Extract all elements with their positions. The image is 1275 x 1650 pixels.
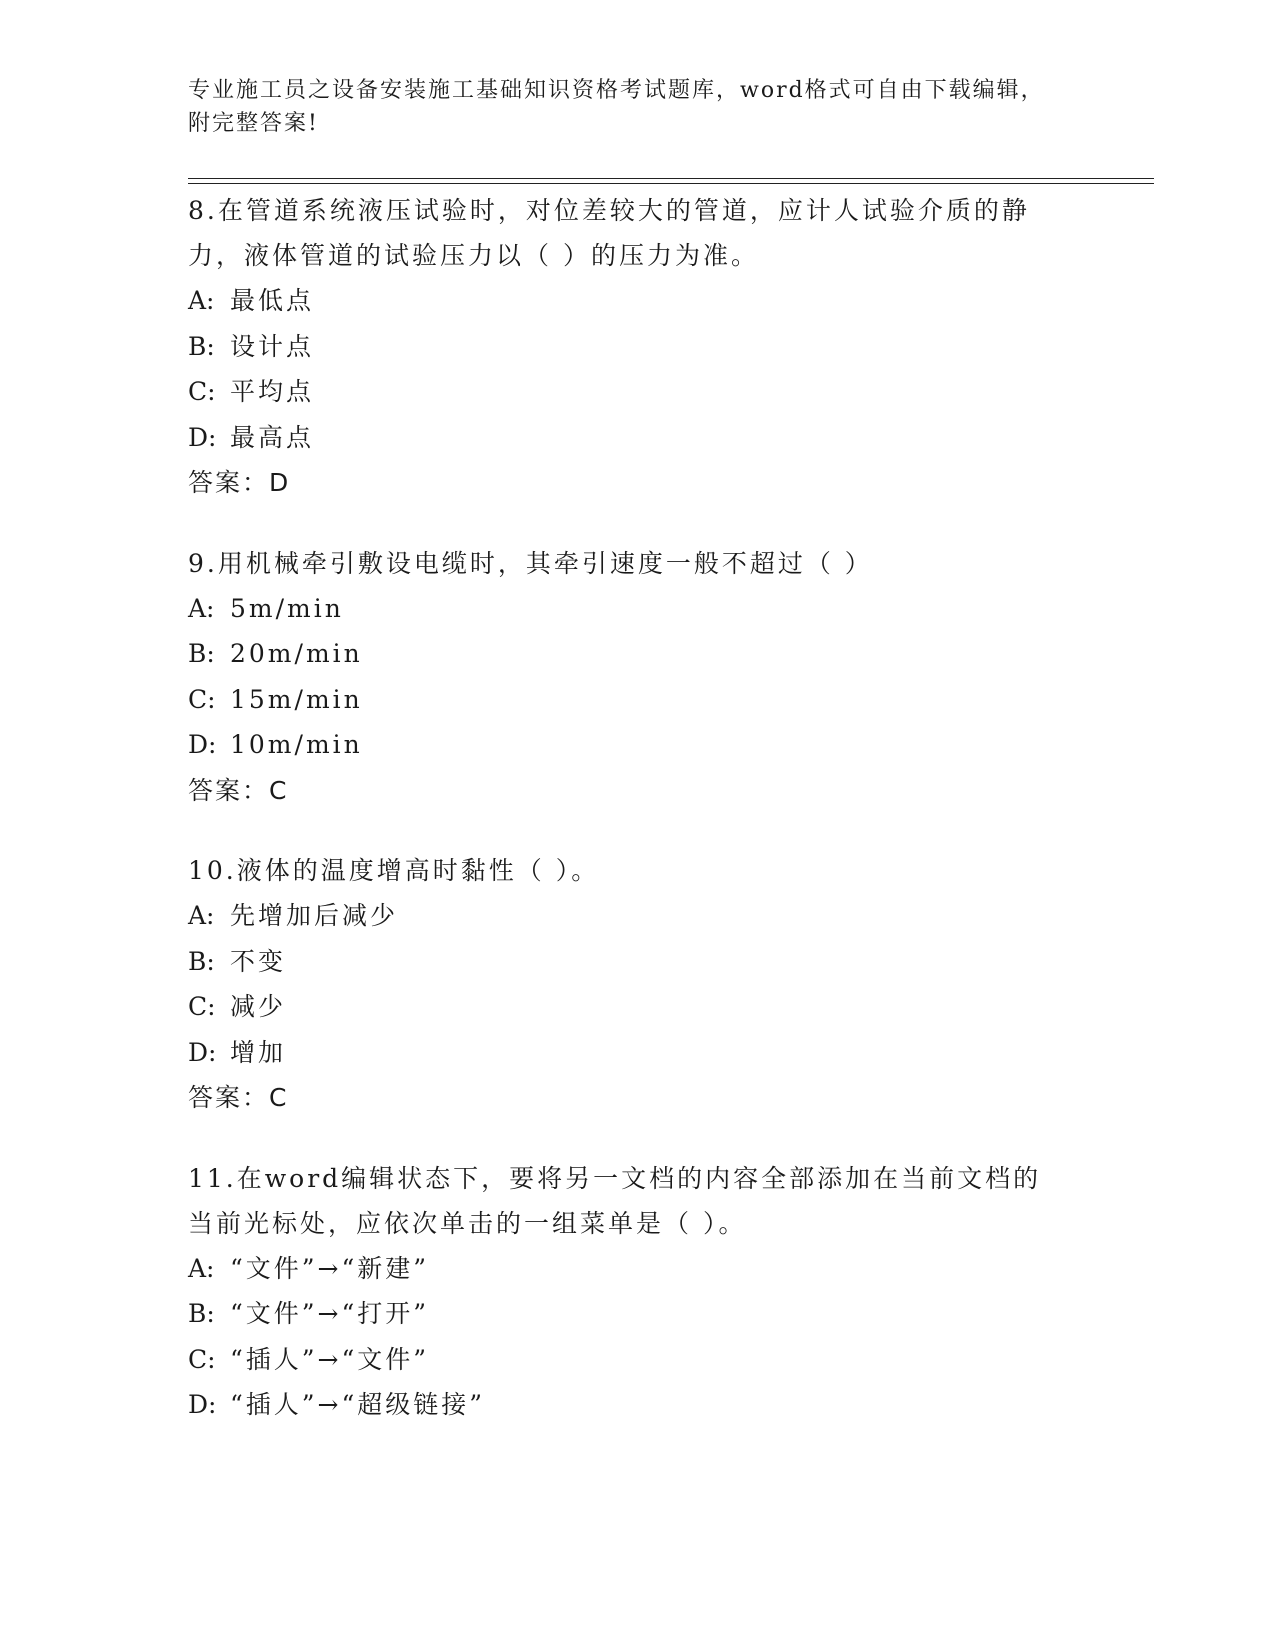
question-list <box>188 188 1068 1463</box>
option-key: A: <box>188 1253 215 1283</box>
option-b <box>188 631 1068 677</box>
option-text: “插人”→“超级链接” <box>230 1390 486 1419</box>
option-key: B: <box>188 639 215 668</box>
option-key: D: <box>188 1390 217 1419</box>
option-c <box>188 677 1068 723</box>
option-b <box>188 1291 1068 1337</box>
option-key: D: <box>188 422 217 452</box>
option-text: 20m/min <box>230 639 363 668</box>
option-key: A: <box>188 593 215 623</box>
question-stem: 9.用机械牵引敷设电缆时，其牵引速度一般不超过（ ） <box>188 548 873 578</box>
header-divider-top <box>188 178 1154 179</box>
option-b <box>188 939 1068 985</box>
question-8 <box>188 188 1068 506</box>
option-text: 增加 <box>230 1037 287 1067</box>
option-text: 15m/min <box>230 684 363 714</box>
option-text: “文件”→“打开” <box>230 1299 430 1328</box>
option-a <box>188 278 1068 324</box>
option-key: B: <box>188 331 215 361</box>
option-text: 平均点 <box>230 377 315 406</box>
question-stem: 8.在管道系统液压试验时，对位差较大的管道，应计人试验介质的静力，液体管道的试验压力以（ ）的压力为准。 <box>188 196 1030 270</box>
option-d <box>188 1030 1068 1076</box>
option-key: A: <box>188 286 215 315</box>
option-key: B: <box>188 1299 215 1328</box>
option-text: 设计点 <box>230 331 315 361</box>
answer-line: 答案：C <box>188 775 289 805</box>
option-c <box>188 984 1068 1030</box>
answer-line: 答案：D <box>188 468 291 497</box>
option-text: “文件”→“新建” <box>230 1253 430 1283</box>
option-a <box>188 586 1068 632</box>
option-b <box>188 324 1068 370</box>
option-a <box>188 1246 1068 1292</box>
option-key: C: <box>188 992 216 1021</box>
option-text: 最高点 <box>230 422 315 452</box>
option-text: 10m/min <box>230 730 363 759</box>
header-line-1: 专业施工员之设备安装施工基础知识资格考试题库，word格式可自由下载编辑， <box>188 78 1045 103</box>
option-text: 不变 <box>230 946 287 976</box>
option-key: C: <box>188 684 216 714</box>
question-9 <box>188 541 1068 814</box>
question-stem: 10.液体的温度增高时黏性（ ）。 <box>188 856 600 885</box>
answer-line: 答案：C <box>188 1083 289 1112</box>
document-header <box>188 74 1068 140</box>
header-divider-bottom <box>188 183 1154 184</box>
option-text: “插人”→“文件” <box>230 1344 430 1374</box>
option-text: 最低点 <box>230 286 315 315</box>
option-a <box>188 893 1068 939</box>
option-c <box>188 369 1068 415</box>
option-key: A: <box>188 901 215 930</box>
option-key: D: <box>188 730 217 759</box>
option-text: 5m/min <box>230 593 344 623</box>
header-line-2: 附完整答案! <box>188 111 319 136</box>
option-key: C: <box>188 1344 216 1374</box>
option-text: 减少 <box>230 992 287 1021</box>
option-text: 先增加后减少 <box>230 901 399 930</box>
option-key: C: <box>188 377 216 406</box>
option-c <box>188 1337 1068 1383</box>
option-key: D: <box>188 1037 217 1067</box>
option-key: B: <box>188 946 215 976</box>
option-d <box>188 1382 1068 1428</box>
option-d <box>188 415 1068 461</box>
question-11 <box>188 1156 1068 1428</box>
question-10 <box>188 848 1068 1121</box>
option-d <box>188 722 1068 768</box>
question-stem: 11.在word编辑状态下，要将另一文档的内容全部添加在当前文档的当前光标处，应依次单击的一组菜单是（ ）。 <box>188 1163 1042 1238</box>
